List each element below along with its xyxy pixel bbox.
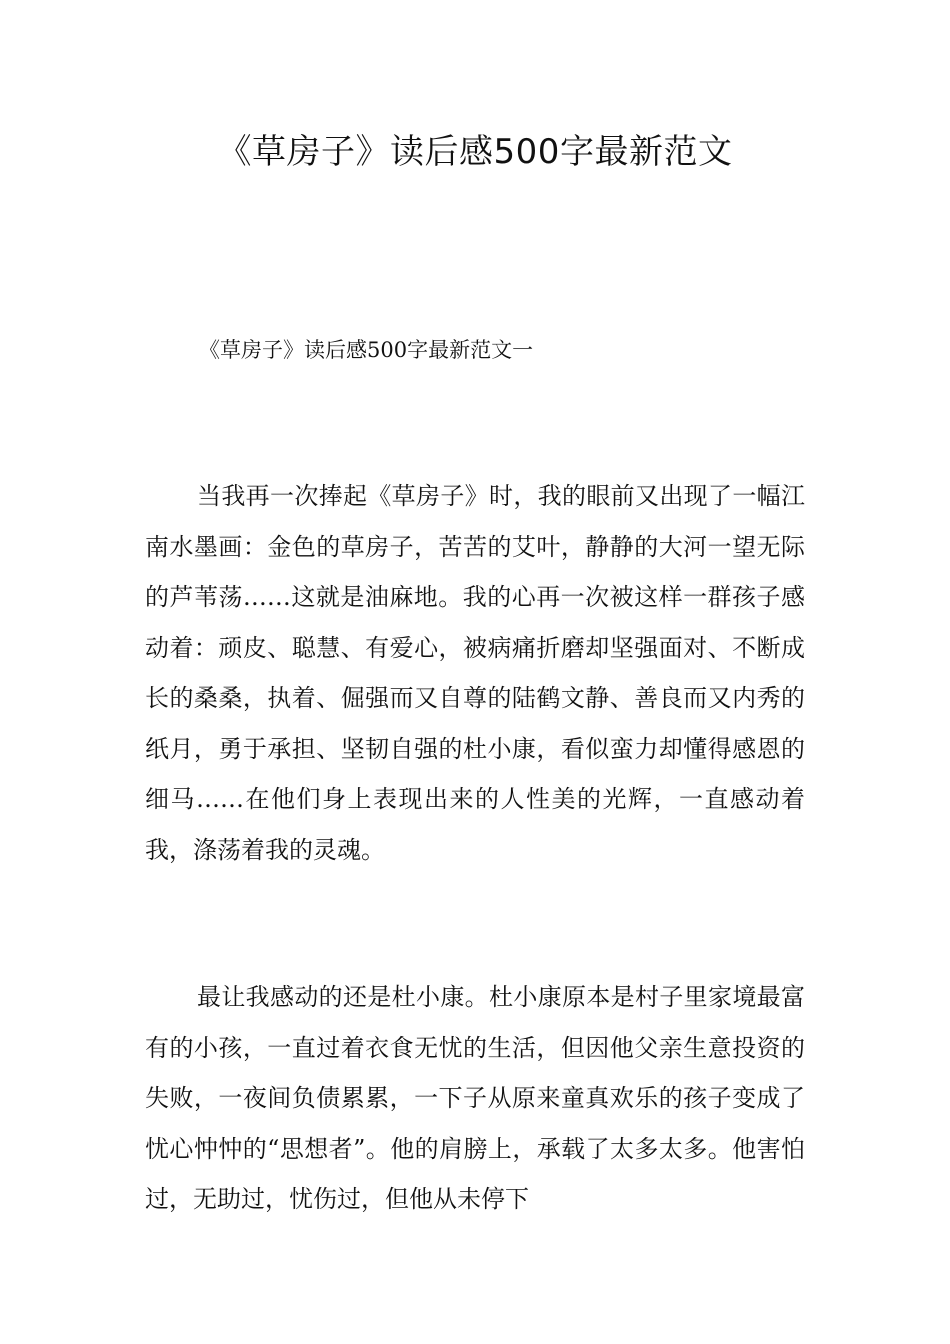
document-title: 《草房子》读后感500字最新范文 (217, 132, 733, 172)
paragraph-2: 最让我感动的还是杜小康。杜小康原本是村子里家境最富有的小孩，一直过着衣食无忧的生活，但因他父亲生意投资的失败，一夜间负债累累，一下子从原来童真欢乐的孩子变成了忧心忡忡的“思想者”。他的肩膀上，承载了太多太多。他害怕过，无助过，忧伤过，但他从未停下 (145, 983, 805, 1213)
section-heading: 《草房子》读后感500字最新范文一 (199, 338, 534, 362)
paragraph-1: 当我再一次捧起《草房子》时，我的眼前又出现了一幅江南水墨画：金色的草房子，苦苦的艾叶，静静的大河一望无际的芦苇荡……这就是油麻地。我的心再一次被这样一群孩子感动着：顽皮、聪慧、有爱心，被病痛折磨却坚强面对、不断成长的桑桑，执着、倔强而又自尊的陆鹤文静、善良而又内秀的纸月，勇于承担、坚韧自强的杜小康，看似蛮力却懂得感恩的细马……在他们身上表现出来的人性美的光辉，一直感动着我，涤荡着我的灵魂。 (145, 482, 805, 864)
